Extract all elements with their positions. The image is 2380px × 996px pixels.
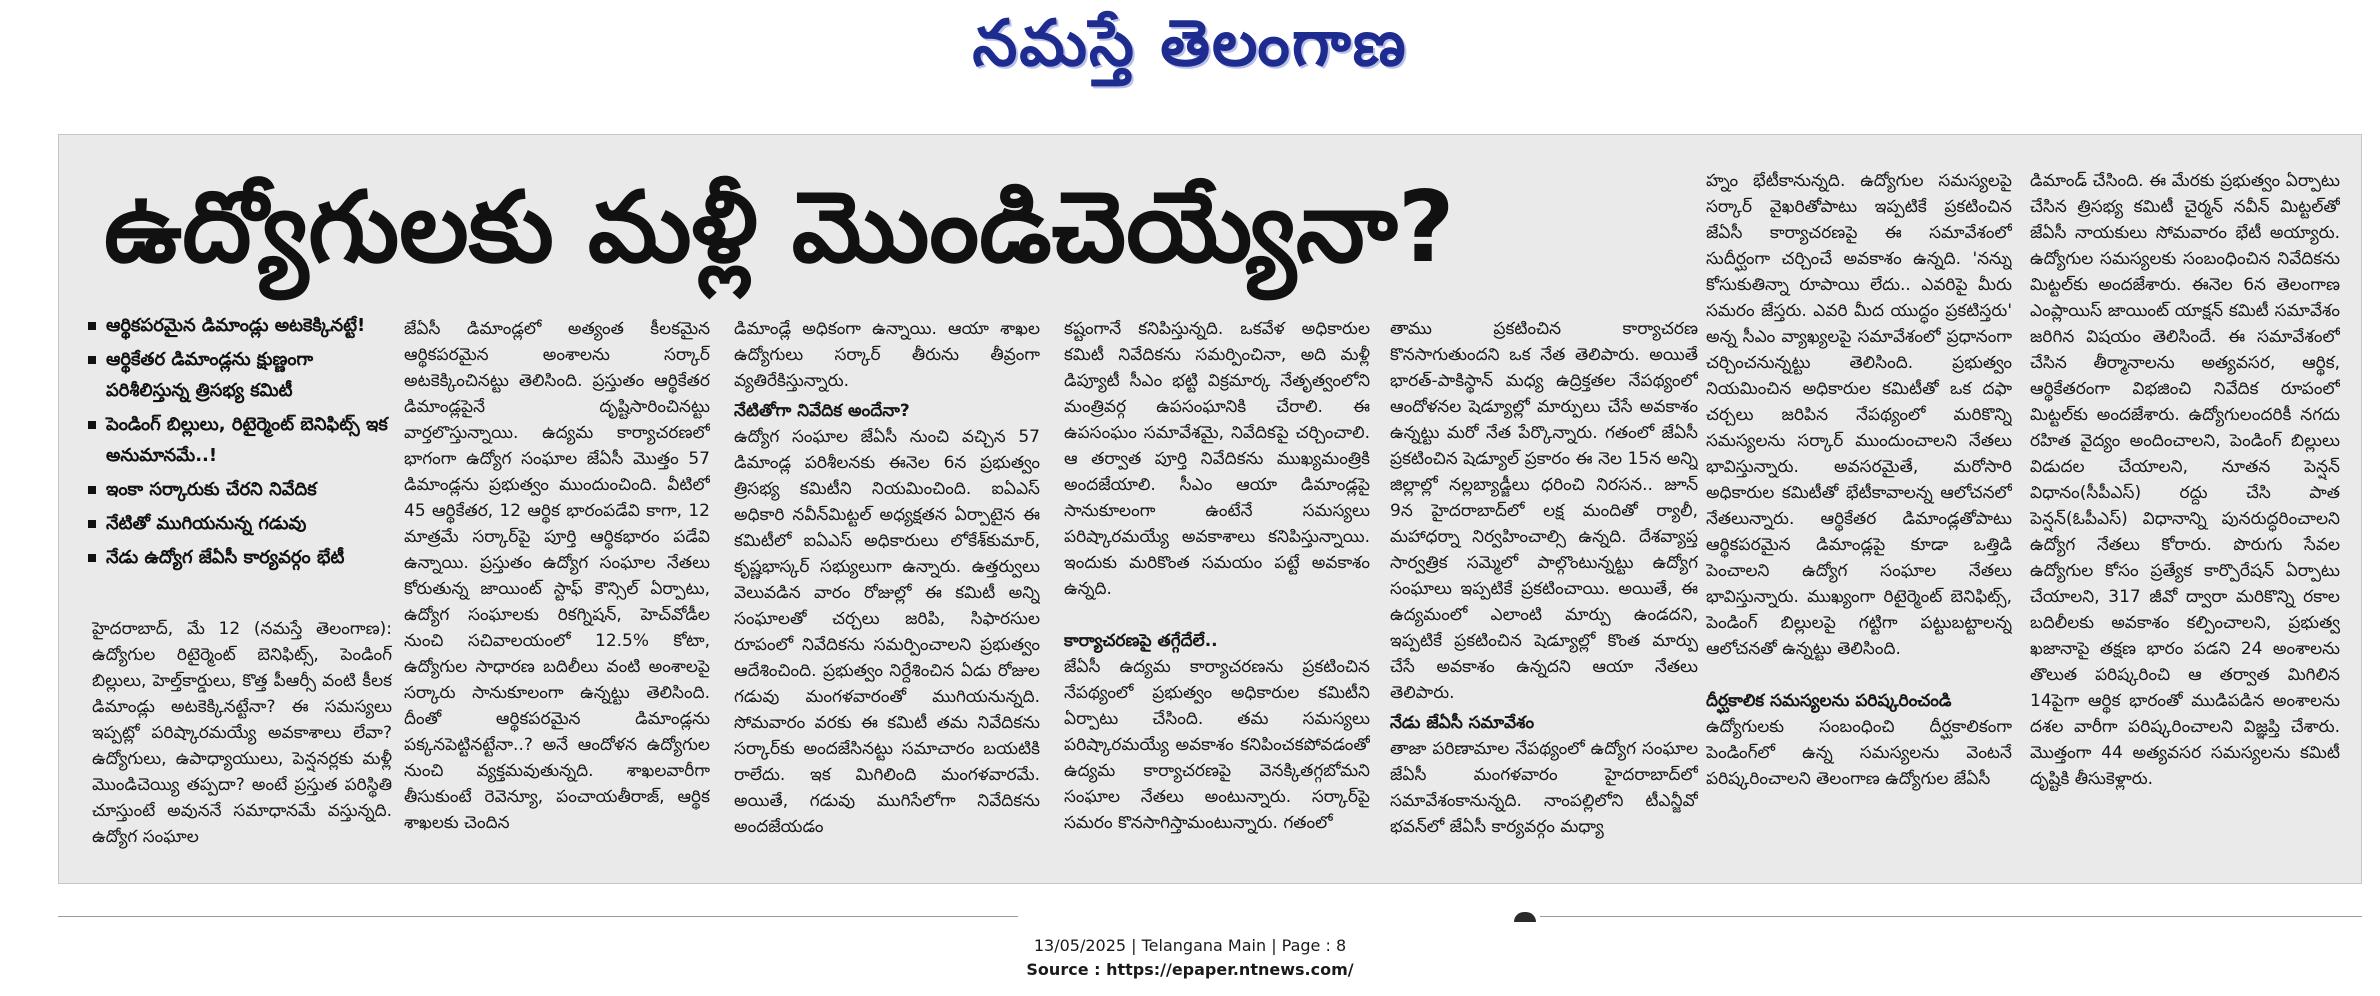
column-text: జేఏసీ డిమాండ్లలో అత్యంత కీలకమైన ఆర్థికపరమైన అంశాలను సర్కార్ అటకెక్కించినట్టు తెలిసింది. ప్రస్తుతం ఆర్థికేతర డిమాండ్లపైనే దృష్టిసారించినట్టు వార్తలొస్తున్నాయి. ఉద్యమ కార్యాచరణలో భాగంగా ఉద్యోగ సంఘాల జేఏసీ మొత్తం 57 డిమాండ్లను ప్రభుత్వం ముందుంచింది. వీటిలో 45 ఆర్థికేతర, 12 ఆర్థిక భారంపడేవి కాగా, 12 మాత్రమే సర్కార్‌పై పూర్తి ఆర్థికభారం పడేవి ఉన్నాయి. ప్రస్తుతం ఉద్యోగ సంఘాల నేతలు కోరుతున్న జాయింట్ స్టాఫ్ కౌన్సిల్ ఏర్పాటు, ఉద్యోగ సంఘాలకు రికగ్నిషన్, హెచ్‌వోడీల నుంచి సచివాలయంలో 12.5% కోటా, ఉద్యోగుల సాధారణ బదిలీలు వంటి అంశాలపై సర్కారు సానుకూలంగా ఉన్నట్టు తెలిసింది. దీంతో ఆర్థికపరమైన డిమాండ్లను పక్కనపెట్టినట్టేనా..? అనే ఆందోళన ఉద్యోగుల నుంచి వ్యక్తమవుతున్నది. శాఖలవారీగా తీసుకుంటే రెవెన్యూ, పంచాయతీరాజ్, ఆర్థిక శాఖలకు చెందిన (404, 319, 710, 833)
article-column-3 (734, 316, 1040, 868)
column-text: తాము ప్రకటించిన కార్యాచరణ కొనసాగుతుందని ఒక నేత తెలిపారు. అయితే భారత్-పాకిస్థాన్ మధ్య ఉద్రిక్తతల నేపథ్యంలో ఆందోళనల షెడ్యూల్లో మార్పులు చేసే అవకాశం ఉన్నట్టు మరో నేత పేర్కొన్నారు. గతంలో జేఏసీ ప్రకటించిన షెడ్యూల్ ప్రకారం ఈ నెల 15న అన్ని జిల్లాల్లో నల్లబ్యాడ్జీలు ధరించి నిరసన.. జూన్ 9న హైదరాబాద్‌లో లక్ష మందితో ర్యాలీ, మహాధర్నా నిర్వహించాల్సి ఉన్నది. దేశవ్యాప్త సార్వత్రిక సమ్మెలో పాల్గొంటున్నట్టు ఉద్యోగ సంఘాలు ఇప్పటికే ప్రకటించాయి. అయితే, ఈ ఉద్యమంలో ఎలాంటి మార్పు ఉండదని, ఇప్పటికే ప్రకటించిన షెడ్యూల్లో కొంత మార్పు చేసే అవకాశం ఉన్నదని ఆయా నేతలు తెలిపారు. (1390, 319, 1698, 703)
edition-info: 13/05/2025 | Telangana Main | Page : 8 (1033, 936, 1347, 955)
bullet-item: పెండింగ్ బిల్లులు, రిటైర్మెంట్ బెనిఫిట్స్ ఇక అనుమానమే..! (84, 409, 398, 471)
article-column-5 (1390, 316, 1698, 868)
bullet-item: ఆర్థికేతర డిమాండ్లను క్షుణ్ణంగా పరిశీలిస్తున్న త్రిసభ్య కమిటీ (84, 344, 398, 406)
column-text: హైదరాబాద్, మే 12 (నమస్తే తెలంగాణ): ఉద్యోగుల రిటైర్మెంట్ బెనిఫిట్స్, పెండింగ్ బిల్లులు, హెల్త్‌కార్డులు, కొత్త పీఆర్సీ వంటి కీలక డిమాండ్లు అటకెక్కినట్టేనా? ఈ సమస్యలు ఇప్పట్లో పరిష్కారమయ్యే అవకాశాలు లేవా? ఉద్యోగులు, ఉపాధ్యాయులు, పెన్షనర్లకు మళ్లీ మొండిచెయ్యి తప్పదా? అంటే ప్రస్తుత పరిస్థితి చూస్తుంటే అవుననే సమాధానమే వస్తున్నది. ఉద్యోగ సంఘాల (92, 619, 392, 847)
page-marker (1514, 912, 1536, 922)
article-column-6 (1706, 168, 2012, 868)
bullet-item: ఆర్థికపరమైన డిమాండ్లు అటకెక్కినట్టే! (84, 310, 398, 341)
section-subheading: కార్యాచరణపై తగ్గేదేలే.. (1064, 631, 1218, 651)
column-text: హ్నం భేటీకానున్నది. ఉద్యోగుల సమస్యలపై సర్కార్ వైఖరితోపాటు ఇప్పటికే ప్రకటించిన జేఏసీ కార్యాచరణపై ఈ సమావేశంలో సుదీర్ఘంగా చర్చించే అవకాశం ఉన్నది. 'నన్ను కోసుకుతిన్నా రూపాయి లేదు.. ఎవరిపై మీరు సమరం జేస్తరు. ఎవరి మీద యుద్ధం ప్రకటిస్తరు' అన్న సీఎం వ్యాఖ్యలపై సమావేశంలో ప్రధానంగా చర్చించనున్నట్టు తెలిసింది. ప్రభుత్వం నియమించిన అధికారుల కమిటీతో ఒక దఫా చర్చలు జరిపిన నేపథ్యంలో మరికొన్ని సమస్యలను సర్కార్ ముందుంచాలని నేతలు భావిస్తున్నారు. అవసరమైతే, మరోసారి అధికారుల కమిటీతో భేటీకావాలన్న ఆలోచనలో నేతలున్నారు. ఆర్థికేతర డిమాండ్లతోపాటు ఆర్థికపరమైన డిమాండ్లపై కూడా ఒత్తిడి పెంచాలని ఉద్యోగ సంఘాల నేతలు భావిస్తున్నారు. ముఖ్యంగా రిటైర్మెంట్ బెనిఫిట్స్, పెండింగ్ బిల్లులపై గట్టిగా పట్టుబట్టాలన్న ఆలోచనతో ఉన్నట్టు తెలిసింది. (1706, 171, 2012, 659)
column-text: జేఏసీ ఉద్యమ కార్యాచరణను ప్రకటించిన నేపథ్యంలో ప్రభుత్వం అధికారుల కమిటీని ఏర్పాటు చేసింది. తమ సమస్యలు పరిష్కారమయ్యే అవకాశం కనిపించకపోవడంతో ఉద్యమ కార్యాచరణపై వెనక్కితగ్గబోమని సంఘాల నేతలు అంటున్నారు. సర్కార్‌పై సమరం కొనసాగిస్తామంటున్నారు. గతంలో (1064, 657, 1370, 833)
bullet-item: నేడు ఉద్యోగ జేఏసీ కార్యవర్గం భేటీ (84, 542, 398, 573)
column-text: డిమాండ్లే అధికంగా ఉన్నాయి. ఆయా శాఖల ఉద్యోగులు సర్కార్ తీరును తీవ్రంగా వ్యతిరేకిస్తున్నారు. (734, 319, 1040, 391)
article-column-7 (2030, 168, 2340, 868)
page-divider-rule (1540, 916, 2362, 917)
section-subheading: దీర్ఘకాలిక సమస్యలను పరిష్కరించండి (1706, 691, 1952, 711)
article-headline: ఉద్యోగులకు మళ్లీ మొండిచెయ్యేనా? (104, 171, 1455, 285)
section-subheading: నేటితోగా నివేదిక అందేనా? (734, 401, 910, 421)
bullet-item: ఇంకా సర్కారుకు చేరని నివేదిక (84, 474, 398, 505)
bullet-item: నేటితో ముగియనున్న గడువు (84, 508, 398, 539)
column-text: కష్టంగానే కనిపిస్తున్నది. ఒకవేళ అధికారుల కమిటీ నివేదికను సమర్పించినా, అది మళ్లీ డిప్యూటీ సీఎం భట్టి విక్రమార్క నేతృత్వంలోని మంత్రివర్గ ఉపసంఘానికి చేరాలి. ఈ ఉపసంఘం సమావేశమై, నివేదికపై చర్చించాలి. ఆ తర్వాత పూర్తి నివేదికను ముఖ్యమంత్రికి అందజేయాలి. సీఎం ఆయా డిమాండ్లపై సానుకూలంగా ఉంటేనే సమస్యలు పరిష్కారమయ్యే అవకాశాలు కనిపిస్తున్నాయి. ఇందుకు మరికొంత సమయం పట్టే అవకాశం ఉన్నది. (1064, 319, 1370, 599)
column-text: ఉద్యోగ సంఘాల జేఏసీ నుంచి వచ్చిన 57 డిమాండ్ల పరిశీలనకు ఈనెల 6న ప్రభుత్వం త్రిసభ్య కమిటీని నియమించింది. ఐఏఎస్ అధికారి నవీన్‌మిట్టల్ అధ్యక్షతన ఏర్పాటైన ఈ కమిటీలో ఐఏఎస్ అధికారులు లోకేశ్‌కుమార్, కృష్ణభాస్కర్ సభ్యులుగా ఉన్నారు. ఉత్తర్వులు వెలువడిన వారం రోజుల్లో ఈ కమిటీ అన్ని సంఘాలతో చర్చలు జరిపి, సిఫారసుల రూపంలో నివేదికను సమర్పించాలని ప్రభుత్వం ఆదేశించింది. ప్రభుత్వం నిర్దేశించిన ఏడు రోజుల గడువు మంగళవారంతో ముగియనున్నది. సోమవారం వరకు ఈ కమిటీ తమ నివేదికను సర్కార్‌కు అందజేసినట్టు సమాచారం బయటికి రాలేదు. ఇక మిగిలింది మంగళవారమే. అయితే, గడువు ముగిసేలోగా నివేదికను అందజేయడం (734, 427, 1040, 837)
column-text: డిమాండ్ చేసింది. ఈ మేరకు ప్రభుత్వం ఏర్పాటు చేసిన త్రిసభ్య కమిటీ చైర్మన్ నవీన్ మిట్టల్‌తో జేఏసీ నాయకులు సోమవారం భేటీ అయ్యారు. ఉద్యోగుల సమస్యలకు సంబంధించిన నివేదికను మిట్టల్‌కు అందజేశారు. ఈనెల 6న తెలంగాణ ఎంప్లాయిస్ జాయింట్ యాక్షన్ కమిటీ సమావేశం జరిగిన విషయం తెలిసిందే. ఈ సమావేశంలో చేసిన తీర్మానాలను అత్యవసర, ఆర్థిక, ఆర్థికేతరంగా విభజించి నివేదిక రూపంలో మిట్టల్‌కు అందజేశారు. ఉద్యోగులందరికీ నగదు రహిత వైద్యం అందించాలని, పెండింగ్ బిల్లులు విడుదల చేయాలని, నూతన పెన్షన్ విధానం(సీపీఎస్) రద్దు చేసి పాత పెన్షన్(ఓపీఎస్) విధానాన్ని పునరుద్ధరించాలని ఉద్యోగ నేతలు కోరారు. పొరుగు సేవల ఉద్యోగుల కోసం ప్రత్యేక కార్పొరేషన్ ఏర్పాటు చేయాలని, 317 జీవో ద్వారా మరికొన్ని రకాల బదిలీలకు అవకాశం కల్పించాలని, ప్రభుత్వ ఖజానాపై తక్షణ భారం పడని 24 అంశాలను తొలుత పరిష్కరించి ఆ తర్వాత మిగిలిన 14పైగా ఆర్థిక భారంతో ముడిపడిన అంశాలను దశల వారీగా పరిష్కరించాలని విజ్ఞప్తి చేశారు. మొత్తంగా 44 అత్యవసర సమస్యలను కమిటీ దృష్టికి తీసుకెళ్లారు. (2030, 171, 2340, 789)
article-column-2 (404, 316, 710, 868)
article-column-4 (1064, 316, 1370, 868)
newspaper-masthead: నమస్తే తెలంగాణ (972, 6, 1408, 81)
page-divider-rule (58, 916, 1018, 917)
section-subheading: నేడు జేఏసీ సమావేశం (1390, 713, 1535, 733)
highlight-bullets (84, 310, 398, 576)
column-text: తాజా పరిణామాల నేపథ్యంలో ఉద్యోగ సంఘాల జేఏసీ మంగళవారం హైదరాబాద్‌లో సమావేశంకానున్నది. నాంపల్లిలోని టీఎన్జీవో భవన్‌లో జేఏసీ కార్యవర్గం మధ్యా (1390, 739, 1698, 837)
article-column-1 (92, 616, 392, 868)
column-text: ఉద్యోగులకు సంబంధించి దీర్ఘకాలికంగా పెండింగ్‌లో ఉన్న సమస్యలను వెంటనే పరిష్కరించాలని తెలంగాణ ఉద్యోగుల జేఏసీ (1706, 717, 2012, 789)
source-link[interactable]: Source : https://epaper.ntnews.com/ (1026, 960, 1354, 979)
